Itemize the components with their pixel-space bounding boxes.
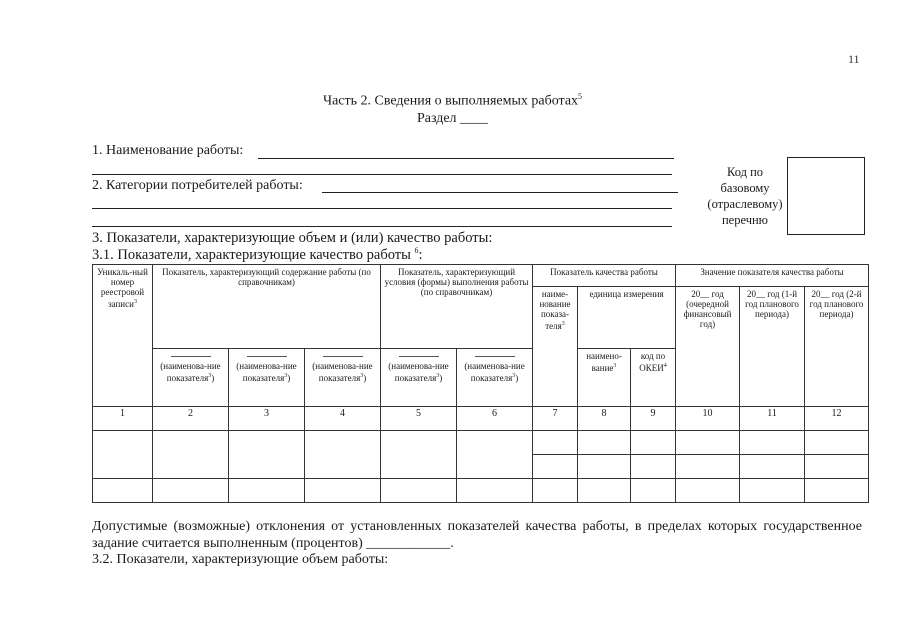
- header-sub-3: (наименова-ние показателя$^3$): [305, 349, 381, 407]
- sub-sup-4: 3: [436, 373, 440, 379]
- unit-name-text: наимено-вание: [586, 351, 622, 373]
- col-num-3: 3: [229, 407, 305, 431]
- sub-sup-5: 3: [512, 373, 516, 379]
- col-num-6: 6: [457, 407, 533, 431]
- consumers-label: 2. Категории потребителей работы:: [92, 178, 303, 193]
- col-num-11: 11: [740, 407, 805, 431]
- table-row: [93, 431, 869, 455]
- okei-sup: 4: [663, 363, 667, 369]
- header-year-1: 20__ год (очередной финансовый год): [676, 287, 740, 407]
- header-conditions: Показатель, характеризующий условия (формы) выполнения работы (по справочникам): [381, 265, 533, 349]
- section-3-heading: 3. Показатели, характеризующие объем и (или) качество работы:: [92, 230, 493, 246]
- section-3-1-tail: :: [418, 246, 423, 263]
- col-num-1: 1: [93, 407, 153, 431]
- work-name-line: [258, 158, 674, 159]
- column-numbers-row: [93, 407, 869, 431]
- col-num-7: 7: [533, 407, 578, 431]
- deviation-text: Допустимые (возможные) отклонения от установленных показателей качества работы, в пределах которых государственное задание считается выполненным (процентов) ____________.: [92, 519, 862, 551]
- consumers-line-2: [92, 208, 672, 209]
- page-number: 11: [848, 52, 860, 66]
- col-num-4: 4: [305, 407, 381, 431]
- kod-box: [787, 157, 865, 235]
- kod-label: [700, 164, 790, 228]
- razdel-label: Раздел ____: [416, 110, 489, 126]
- sub-sup-1: 3: [208, 373, 212, 379]
- sub-label-1: (наименова-ние показателя: [160, 361, 221, 383]
- header-okei: [631, 349, 676, 407]
- section-3-1-text: 3.1. Показатели, характеризующие качество работы: [92, 246, 411, 263]
- header-sub-5: (наименова-ние показателя$^3$): [457, 349, 533, 407]
- header-content: Показатель, характеризующий содержание работы (по справочникам): [153, 265, 381, 349]
- header-quality-name: [533, 287, 578, 407]
- header-year-3: 20__ год (2-й год планового периода): [805, 287, 869, 407]
- part-title-text: Часть 2. Сведения о выполняемых работах: [322, 93, 579, 109]
- sub-sup-2: 3: [284, 373, 288, 379]
- header-sub-2: (наименова-ние показателя$^3$): [229, 349, 305, 407]
- col-num-8: 8: [578, 407, 631, 431]
- header-quality-name-text: наиме-нование показа-теля: [539, 289, 571, 331]
- header-unique-text: Уникаль-ный номер реестровой записи: [97, 267, 148, 309]
- header-year-2: 20__ год (1-й год планового периода): [740, 287, 805, 407]
- sub-label-4: (наименова-ние показателя: [388, 361, 449, 383]
- section-3-1-heading: [92, 246, 423, 264]
- col-num-12: 12: [805, 407, 869, 431]
- kod-label-2: базовому: [720, 181, 770, 195]
- col-num-5: 5: [381, 407, 457, 431]
- unit-name-sup: 3: [613, 363, 617, 369]
- header-unique-sup: 3: [133, 299, 137, 305]
- header-unique-number: [93, 265, 153, 407]
- kod-label-4: перечню: [721, 213, 769, 227]
- sub-label-3: (наименова-ние показателя: [312, 361, 373, 383]
- kod-label-3: (отраслевому): [707, 197, 783, 211]
- header-quality: Показатель качества работы: [533, 265, 676, 287]
- kod-label-1: Код по: [726, 165, 764, 179]
- work-name-label: 1. Наименование работы:: [92, 143, 244, 158]
- work-name-line-2: [92, 174, 672, 175]
- header-sub-4: (наименова-ние показателя$^3$): [381, 349, 457, 407]
- part-title: [0, 88, 905, 127]
- okei-text: код по ОКЕИ: [639, 351, 666, 373]
- col-num-10: 10: [676, 407, 740, 431]
- header-unit-name: [578, 349, 631, 407]
- header-unit: единица измерения: [578, 287, 676, 349]
- consumers-line: [322, 192, 678, 193]
- part-title-sup: 5: [578, 92, 583, 101]
- consumers-line-3: [92, 226, 672, 227]
- header-quality-name-sup: 3: [561, 321, 565, 327]
- table-row: [93, 479, 869, 503]
- section-3-1-sup: 6: [414, 246, 419, 255]
- col-num-9: 9: [631, 407, 676, 431]
- header-value: Значение показателя качества работы: [676, 265, 869, 287]
- sub-label-2: (наименова-ние показателя: [236, 361, 297, 383]
- col-num-2: 2: [153, 407, 229, 431]
- sub-label-5: (наименова-ние показателя: [464, 361, 525, 383]
- sub-sup-3: 3: [360, 373, 364, 379]
- quality-table: [92, 264, 869, 503]
- section-3-2-heading: 3.2. Показатели, характеризующие объем работы:: [92, 552, 389, 567]
- header-sub-1: (наименова-ние показателя$^3$): [153, 349, 229, 407]
